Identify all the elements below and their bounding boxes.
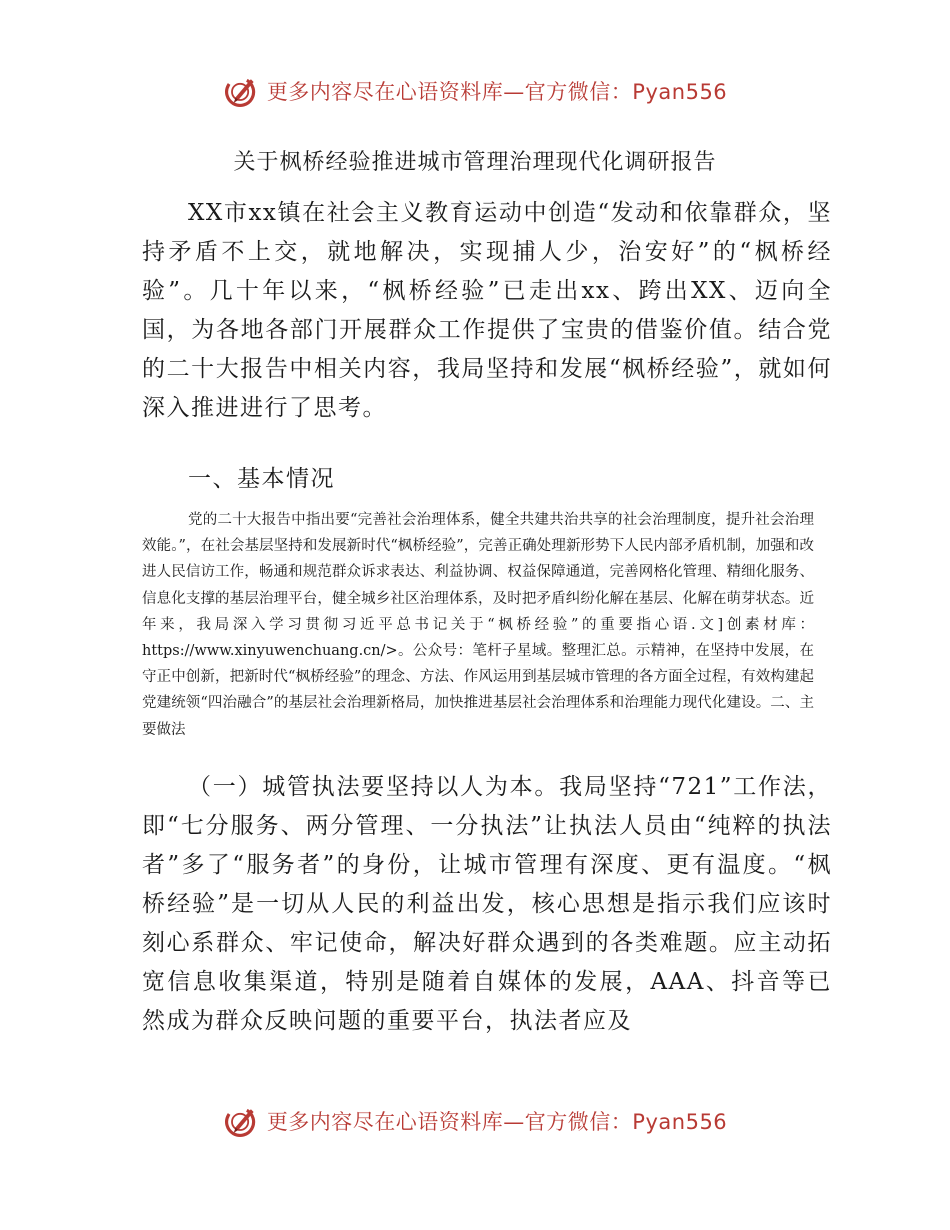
section-heading-basic-situation: 一、基本情况: [188, 466, 335, 492]
brand-logo-icon: [223, 1103, 259, 1139]
brand-logo-icon: [223, 73, 259, 109]
basic-situation-paragraph: 党的二十大报告中指出要“完善社会治理体系，健全共建共治共享的社会治理制度，提升社会治理效能。”，在社会基层坚持和发展新时代“枫桥经验”，完善正确处理新形势下人民内部矛盾机制，加强和改进人民信访工作，畅通和规范群众诉求表达、利益协调、权益保障通道，完善网格化管理、精细化服务、信息化支撑的基层治理平台，健全城乡社区治理体系，及时把矛盾纠纷化解在基层、化解在萌芽状态。近年来，我局深入学习贯彻习近平总书记关于“枫桥经验”的重要指心语.文]创素材库：https://www.xinyuwenchuang.cn/>。公众号：笔杆子星域。整理汇总。示精神，在坚持中发展，在守正中创新，把新时代“枫桥经验”的理念、方法、作风运用到基层城市管理的各方面全过程，有效构建起党建统领“四治融合”的基层社会治理新格局，加快推进基层社会治理体系和治理能力现代化建设。二、主要做法: [142, 512, 814, 738]
watermark-text-top: 更多内容尽在心语资料库—官方微信：Pyan556: [266, 80, 728, 104]
document-title: 关于枫桥经验推进城市管理治理现代化调研报告: [233, 150, 717, 175]
watermark-text-bottom: 更多内容尽在心语资料库—官方微信：Pyan556: [266, 1110, 728, 1134]
subsection-people-oriented-paragraph: （一）城管执法要坚持以人为本。我局坚持“721”工作法，即“七分服务、两分管理、一分执法”让执法人员由“纯粹的执法者”多了“服务者”的身份，让城市管理有深度、更有温度。“枫桥经验”是一切从人民的利益出发，核心思想是指示我们应该时刻心系群众、牢记使命，解决好群众遇到的各类难题。应主动拓宽信息收集渠道，特别是随着自媒体的发展，AAA、抖音等已然成为群众反映问题的重要平台，执法者应及: [142, 774, 832, 1034]
intro-paragraph: XX市xx镇在社会主义教育运动中创造“发动和依靠群众，坚持矛盾不上交，就地解决，实现捕人少，治安好”的“枫桥经验”。几十年以来，“枫桥经验”已走出xx、跨出XX、迈向全国，为各地各部门开展群众工作提供了宝贵的借鉴价值。结合党的二十大报告中相关内容，我局坚持和发展“枫桥经验”，就如何深入推进进行了思考。: [142, 200, 832, 421]
watermark-banner-bottom: [0, 1096, 950, 1146]
watermark-banner-top: [0, 66, 950, 116]
